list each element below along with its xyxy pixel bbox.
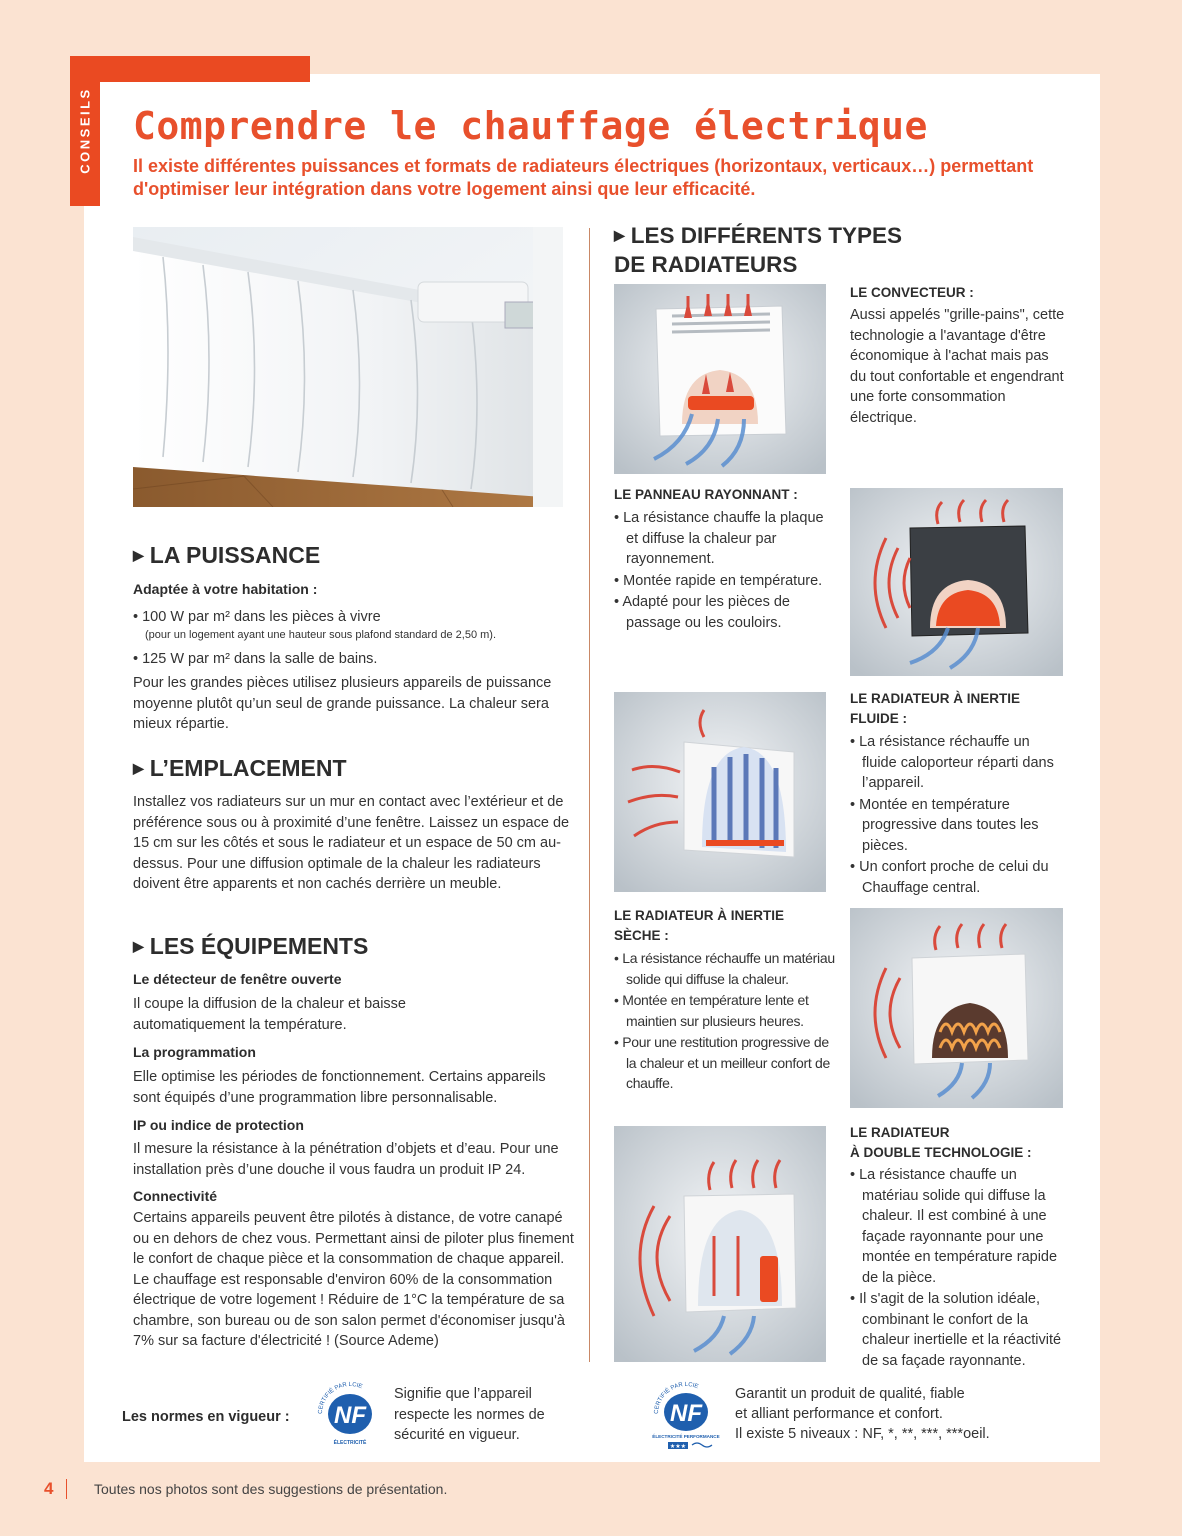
- puissance-note: (pour un logement ayant une hauteur sous plafond standard de 2,50 m).: [145, 629, 497, 641]
- page-title: Comprendre le chauffage électrique: [133, 104, 928, 148]
- fluide-item: • Montée en température progressive dans toutes les pièces.: [850, 795, 1065, 857]
- panneau-item: • Montée rapide en température.: [614, 571, 824, 592]
- seche-illustration: [850, 908, 1063, 1108]
- panneau-title: LE PANNEAU RAYONNANT :: [614, 487, 798, 502]
- nf2-description-3: Il existe 5 niveaux : NF, *, **, ***, ***oeil.: [735, 1426, 990, 1442]
- nf-performance-logo: [648, 1380, 724, 1457]
- nf-electricite-logo: [312, 1380, 388, 1453]
- equipements-heading: [133, 932, 368, 963]
- nf1-logo-text: NF: [334, 1402, 366, 1429]
- footer-note: Toutes nos photos sont des suggestions de présentation.: [94, 1481, 448, 1497]
- fluide-item: • Un confort proche de celui du Chauffage central.: [850, 857, 1065, 898]
- emplacement-paragraph: Installez vos radiateurs sur un mur en contact avec l’extérieur et de préférence sous ou à proximité d’une fenêtre. Laissez un espace de 15 cm sur les côtés et sous le radiateur et un espace de 50 cm au-dessus. Pour une diffusion optimale de la chaleur les radiateurs doivent être apparents et non cachés derrière un meuble.: [133, 794, 570, 892]
- svg-text:★★★: ★★★: [669, 1443, 687, 1450]
- triangle-bullet-icon: ▶: [614, 227, 625, 243]
- double-illustration: [614, 1126, 826, 1362]
- convecteur-text: Aussi appelés "grille-pains", cette technologie a l'avantage d'être économique à l'achat mais pas du tout confortable et engendrant une forte consommation électrique.: [850, 307, 1065, 426]
- puissance-paragraph: Pour les grandes pièces utilisez plusieurs appareils de puissance moyenne plutôt qu’un seul de grande puissance. La chaleur sera mieux répartie.: [133, 675, 552, 732]
- emplacement-heading: [133, 754, 347, 785]
- normes-label: Les normes en vigueur :: [122, 1409, 290, 1425]
- double-title-2: À DOUBLE TECHNOLOGIE :: [850, 1145, 1032, 1160]
- seche-list: [614, 948, 836, 1095]
- panneau-list: [614, 508, 824, 634]
- seche-item: • La résistance réchauffe un matériau solide qui diffuse la chaleur.: [614, 948, 836, 989]
- equipements-heading-text: LES ÉQUIPEMENTS: [149, 933, 369, 959]
- fluide-title-2: FLUIDE :: [850, 711, 907, 726]
- equip-connectivite-title: Connectivité: [133, 1188, 218, 1204]
- fluide-illustration: [614, 692, 826, 892]
- emplacement-heading-text: L’EMPLACEMENT: [149, 755, 347, 781]
- accent-bar: [70, 56, 310, 82]
- page-subtitle: Il existe différentes puissances et formats de radiateurs électriques (horizontaux, verticaux…) permettant d'optimiser leur intégration dans votre logement ainsi que leur efficacité.: [133, 156, 1034, 199]
- footer-separator: [66, 1479, 67, 1499]
- equip-detecteur-text: Il coupe la diffusion de la chaleur et baisse automatiquement la température.: [133, 996, 406, 1033]
- equip-ip-text: Il mesure la résistance à la pénétration d’objets et d’eau. Pour une installation près d’une douche il vous faudra un produit IP 24.: [133, 1141, 559, 1178]
- fluide-item: • La résistance réchauffe un fluide caloporteur réparti dans l’appareil.: [850, 732, 1065, 794]
- panneau-item: • Adapté pour les pièces de passage ou les couloirs.: [614, 592, 824, 633]
- side-tab-label: CONSEILS: [77, 86, 93, 174]
- fluide-list: [850, 732, 1065, 899]
- panneau-illustration: [850, 488, 1063, 676]
- double-title: LE RADIATEUR: [850, 1125, 950, 1140]
- nf2-bottom-text: ÉLECTRICITÉ PERFORMANCE: [652, 1434, 720, 1439]
- panneau-item: • La résistance chauffe la plaque et diffuse la chaleur par rayonnement.: [614, 508, 824, 570]
- hero-radiator-photo: [133, 227, 563, 507]
- puissance-sub: Adaptée à votre habitation :: [133, 581, 318, 597]
- equip-programmation-title: La programmation: [133, 1044, 256, 1060]
- triangle-bullet-icon: ▶: [133, 547, 144, 563]
- triangle-bullet-icon: ▶: [133, 938, 144, 954]
- nf1-ring-text: CERTIFIÉ PAR LCIE: [317, 1381, 364, 1415]
- puissance-heading: [133, 541, 320, 572]
- puissance-bullet-1: • 100 W par m² dans les pièces à vivre: [133, 609, 381, 625]
- double-item: • La résistance chauffe un matériau solide qui diffuse la chaleur. Il est combiné à une façade rayonnante pour une montée en température rapide de la pièce.: [850, 1165, 1072, 1288]
- types-heading-2: DE RADIATEURS: [614, 252, 798, 277]
- convecteur-illustration: [614, 284, 826, 474]
- equip-ip-title: IP ou indice de protection: [133, 1117, 304, 1133]
- page-number: 4: [44, 1479, 54, 1498]
- equip-connectivite-text: Certains appareils peuvent être pilotés à distance, de votre canapé ou en dehors de chez vous. Permettant ainsi de piloter plus finement le confort de chaque pièce et la consommation de chaque appareil. Le chauffage est responsable d'environ 60% de la consommation électrique de votre logement ! Réduire de 1°C la température de sa chambre, son bureau ou de son salon permet d'économiser jusqu'à 7% sur sa facture d'électricité ! (Source Ademe): [133, 1210, 574, 1349]
- nf2-description-1: Garantit un produit de qualité, fiable: [735, 1386, 965, 1402]
- nf2-logo-text: NF: [670, 1400, 702, 1427]
- equip-detecteur-title: Le détecteur de fenêtre ouverte: [133, 971, 342, 987]
- puissance-heading-text: LA PUISSANCE: [149, 542, 321, 568]
- double-item: • Il s'agit de la solution idéale, combinant le confort de la chaleur inertielle et la réactivité de sa façade rayonnante.: [850, 1289, 1072, 1371]
- column-divider: [589, 228, 590, 1362]
- nf1-description: Signifie que l’appareil respecte les normes de sécurité en vigueur.: [394, 1386, 545, 1443]
- seche-title: LE RADIATEUR À INERTIE: [614, 908, 785, 923]
- fluide-title: LE RADIATEUR À INERTIE: [850, 691, 1021, 706]
- puissance-bullet-2: • 125 W par m² dans la salle de bains.: [133, 651, 378, 667]
- convecteur-title: LE CONVECTEUR :: [850, 285, 974, 300]
- seche-title-2: SÈCHE :: [614, 928, 669, 943]
- equip-programmation-text: Elle optimise les périodes de fonctionnement. Certains appareils sont équipés d’une programmation libre personnalisable.: [133, 1069, 546, 1106]
- triangle-bullet-icon: ▶: [133, 760, 144, 776]
- seche-item: • Montée en température lente et maintien sur plusieurs heures.: [614, 990, 836, 1031]
- types-heading-line1: LES DIFFÉRENTS TYPES: [630, 223, 903, 248]
- side-tab-label-wrap: [70, 60, 100, 200]
- types-heading: [614, 222, 902, 252]
- nf2-description-2: et alliant performance et confort.: [735, 1406, 943, 1422]
- nf1-bottom-text: ÉLECTRICITÉ: [333, 1440, 367, 1446]
- nf2-ring-text: CERTIFIÉ PAR LCIE: [653, 1381, 700, 1415]
- seche-item: • Pour une restitution progressive de la chaleur et un meilleur confort de chauffe.: [614, 1032, 836, 1094]
- double-list: [850, 1165, 1072, 1372]
